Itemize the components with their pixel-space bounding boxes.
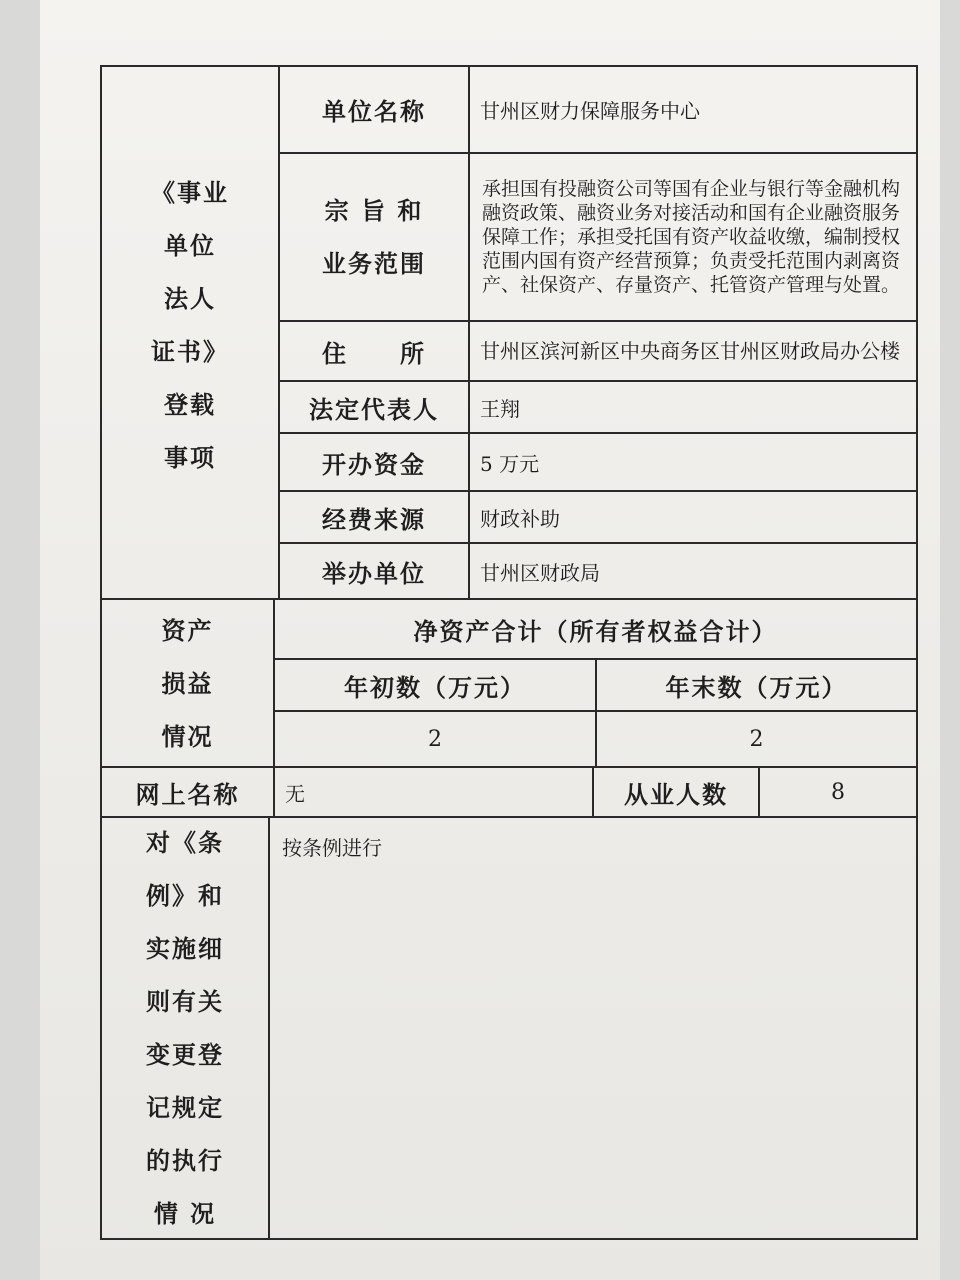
begin-year-value: 2 (428, 726, 442, 752)
regulation-label-line: 记规定 (146, 1093, 224, 1122)
sponsor-unit-label: 举办单位 (322, 558, 426, 588)
purpose-value: 承担国有投融资公司等国有企业与银行等金融机构融资政策、融资业务对接活动和国有企业融资服务保障工作；承担受托国有资产收益收缴，编制授权范围内国有资产经营预算；负责受托范围内剥离资产、社保资产、存量资产、托管资产管理与处置。 (482, 178, 901, 296)
section-label-line: 《事业 (151, 178, 229, 207)
unit-name-value: 甘州区财力保障服务中心 (480, 99, 700, 123)
regulation-label-line: 变更登 (146, 1040, 224, 1069)
section-label-line: 登载 (164, 390, 216, 419)
staff-count-value: 8 (831, 779, 845, 805)
address-label: 住 所 (322, 338, 426, 368)
end-year-value: 2 (749, 726, 764, 752)
registration-table (60, 60, 920, 1250)
registered-capital-value: 5 万元 (480, 451, 540, 476)
net-assets-header: 净资产合计（所有者权益合计） (413, 616, 778, 646)
registered-items-section-label (102, 170, 278, 480)
assets-label-line: 资产 (161, 615, 214, 645)
legal-representative-value: 王翔 (480, 396, 520, 421)
purpose-label-line: 业务范围 (322, 249, 426, 278)
section-label-line: 事项 (164, 443, 216, 472)
address-value: 甘州区滨河新区中央商务区甘州区财政局办公楼 (480, 339, 900, 363)
section-label-line: 证书》 (151, 337, 229, 366)
regulation-label-line: 的执行 (146, 1146, 224, 1175)
regulation-label-line: 情 况 (153, 1199, 217, 1228)
section-label-line: 单位 (164, 231, 216, 260)
regulation-label-line: 例》和 (146, 881, 224, 910)
funding-source-label: 经费来源 (322, 504, 426, 534)
online-name-label: 网上名称 (135, 779, 240, 809)
end-year-header: 年末数（万元） (665, 672, 848, 702)
legal-representative-label: 法定代表人 (309, 394, 439, 424)
regulation-section-label (102, 818, 268, 1238)
purpose-label-line: 宗 旨 和 (324, 196, 424, 225)
online-name-value: 无 (285, 781, 305, 806)
sponsor-unit-value: 甘州区财政局 (480, 560, 600, 585)
unit-name-label: 单位名称 (322, 97, 426, 126)
funding-source-value: 财政补助 (480, 506, 560, 531)
regulation-label-line: 则有关 (146, 987, 224, 1016)
assets-label-line: 情况 (161, 721, 214, 751)
regulation-value: 按条例进行 (282, 835, 382, 860)
begin-year-header: 年初数（万元） (344, 672, 526, 702)
regulation-label-line: 对《条 (146, 828, 224, 857)
section-label-line: 法人 (164, 284, 216, 313)
purpose-label (280, 154, 468, 320)
regulation-label-line: 实施细 (146, 934, 224, 963)
staff-count-label: 从业人数 (624, 779, 728, 809)
assets-label-line: 损益 (161, 668, 214, 698)
registered-capital-label: 开办资金 (322, 449, 426, 479)
assets-section-label (102, 600, 273, 766)
